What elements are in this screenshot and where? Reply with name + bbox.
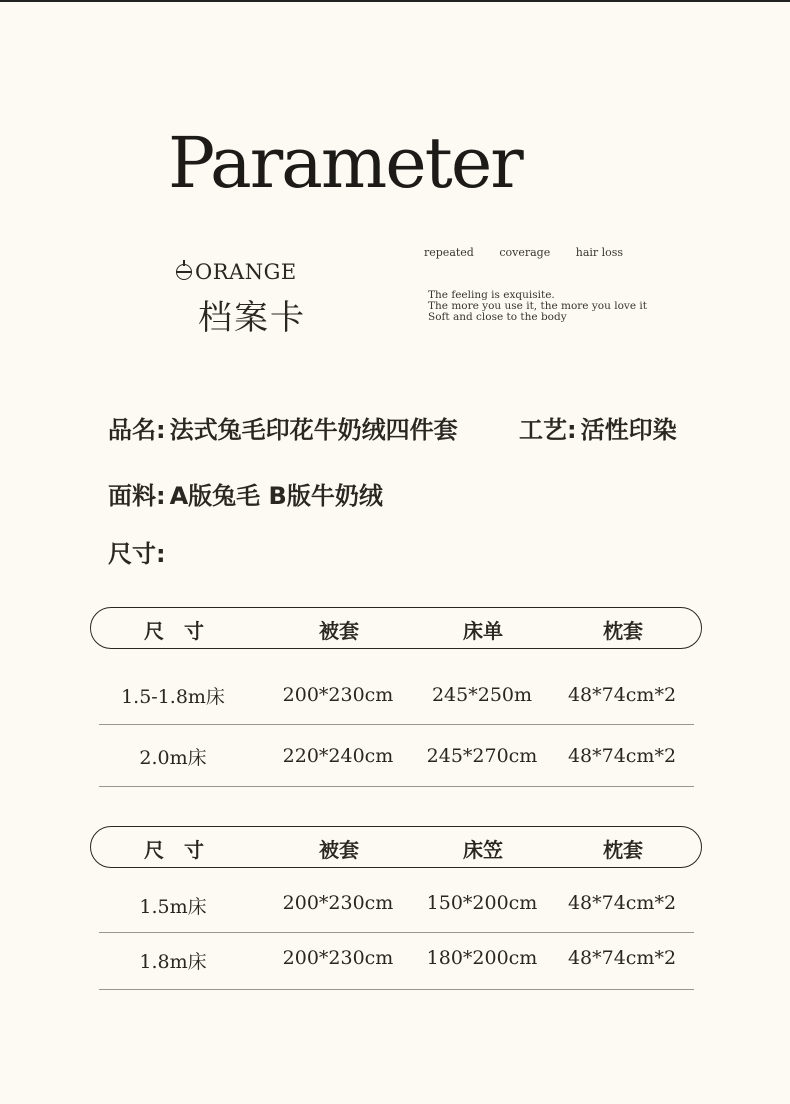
page-title: Parameter bbox=[168, 122, 522, 204]
top-border bbox=[0, 0, 790, 2]
product-value: 法式兔毛印花牛奶绒四件套 bbox=[169, 416, 458, 444]
brand-name: ORANGE bbox=[195, 260, 297, 284]
table-cell: 48*74cm*2 bbox=[567, 892, 677, 914]
brand-logo bbox=[176, 260, 297, 284]
header-cell: 床单 bbox=[463, 619, 503, 643]
feel-text bbox=[428, 290, 647, 323]
header-cell: 尺 寸 bbox=[144, 619, 204, 643]
size-table-fitted bbox=[90, 826, 702, 990]
fabric-value: A版兔毛 B版牛奶绒 bbox=[169, 482, 383, 510]
craft-line bbox=[519, 410, 677, 445]
size-label: 尺寸: bbox=[108, 540, 166, 568]
tag-item: coverage bbox=[499, 246, 551, 259]
table-cell: 1.5-1.8m床 bbox=[121, 686, 225, 708]
table-cell: 150*200cm bbox=[426, 892, 538, 914]
product-label: 品名: bbox=[108, 416, 166, 444]
table-header bbox=[90, 607, 702, 649]
table-cell: 48*74cm*2 bbox=[567, 745, 677, 767]
header-cell: 被套 bbox=[319, 619, 359, 643]
table-cell: 245*250m bbox=[431, 684, 533, 706]
table-row bbox=[99, 725, 694, 787]
table-cell: 1.5m床 bbox=[139, 896, 207, 918]
card-title: 档案卡 bbox=[198, 298, 306, 338]
table-cell: 200*230cm bbox=[282, 684, 394, 706]
size-table-sheet bbox=[90, 607, 702, 787]
table-cell: 220*240cm bbox=[282, 745, 394, 767]
table-cell: 48*74cm*2 bbox=[567, 684, 677, 706]
table-header bbox=[90, 826, 702, 868]
product-name-line bbox=[108, 410, 458, 445]
table-cell: 48*74cm*2 bbox=[567, 947, 677, 969]
tag-item: repeated bbox=[424, 246, 474, 259]
table-row bbox=[99, 649, 694, 725]
feel-line: The more you use it, the more you love it bbox=[428, 300, 647, 312]
table-row bbox=[99, 933, 694, 990]
table-cell: 180*200cm bbox=[426, 947, 538, 969]
table-cell: 200*230cm bbox=[282, 947, 394, 969]
header-cell: 枕套 bbox=[603, 619, 643, 643]
table-cell: 245*270cm bbox=[426, 745, 538, 767]
feel-line: Soft and close to the body bbox=[428, 311, 567, 323]
table-cell: 1.8m床 bbox=[139, 951, 207, 973]
table-row bbox=[99, 868, 694, 933]
orange-logo-icon bbox=[176, 264, 192, 280]
craft-value: 活性印染 bbox=[580, 416, 677, 444]
header-cell: 枕套 bbox=[603, 838, 643, 862]
feel-line: The feeling is exquisite. bbox=[428, 289, 555, 301]
fabric-label: 面料: bbox=[108, 482, 166, 510]
header-cell: 被套 bbox=[319, 838, 359, 862]
table-cell: 200*230cm bbox=[282, 892, 394, 914]
tag-list bbox=[424, 246, 645, 259]
size-line bbox=[108, 534, 166, 569]
table-cell: 2.0m床 bbox=[139, 747, 207, 769]
tag-item: hair loss bbox=[575, 246, 624, 259]
header-cell: 尺 寸 bbox=[144, 838, 204, 862]
fabric-line bbox=[108, 476, 383, 511]
header-cell: 床笠 bbox=[463, 838, 503, 862]
craft-label: 工艺: bbox=[519, 416, 577, 444]
